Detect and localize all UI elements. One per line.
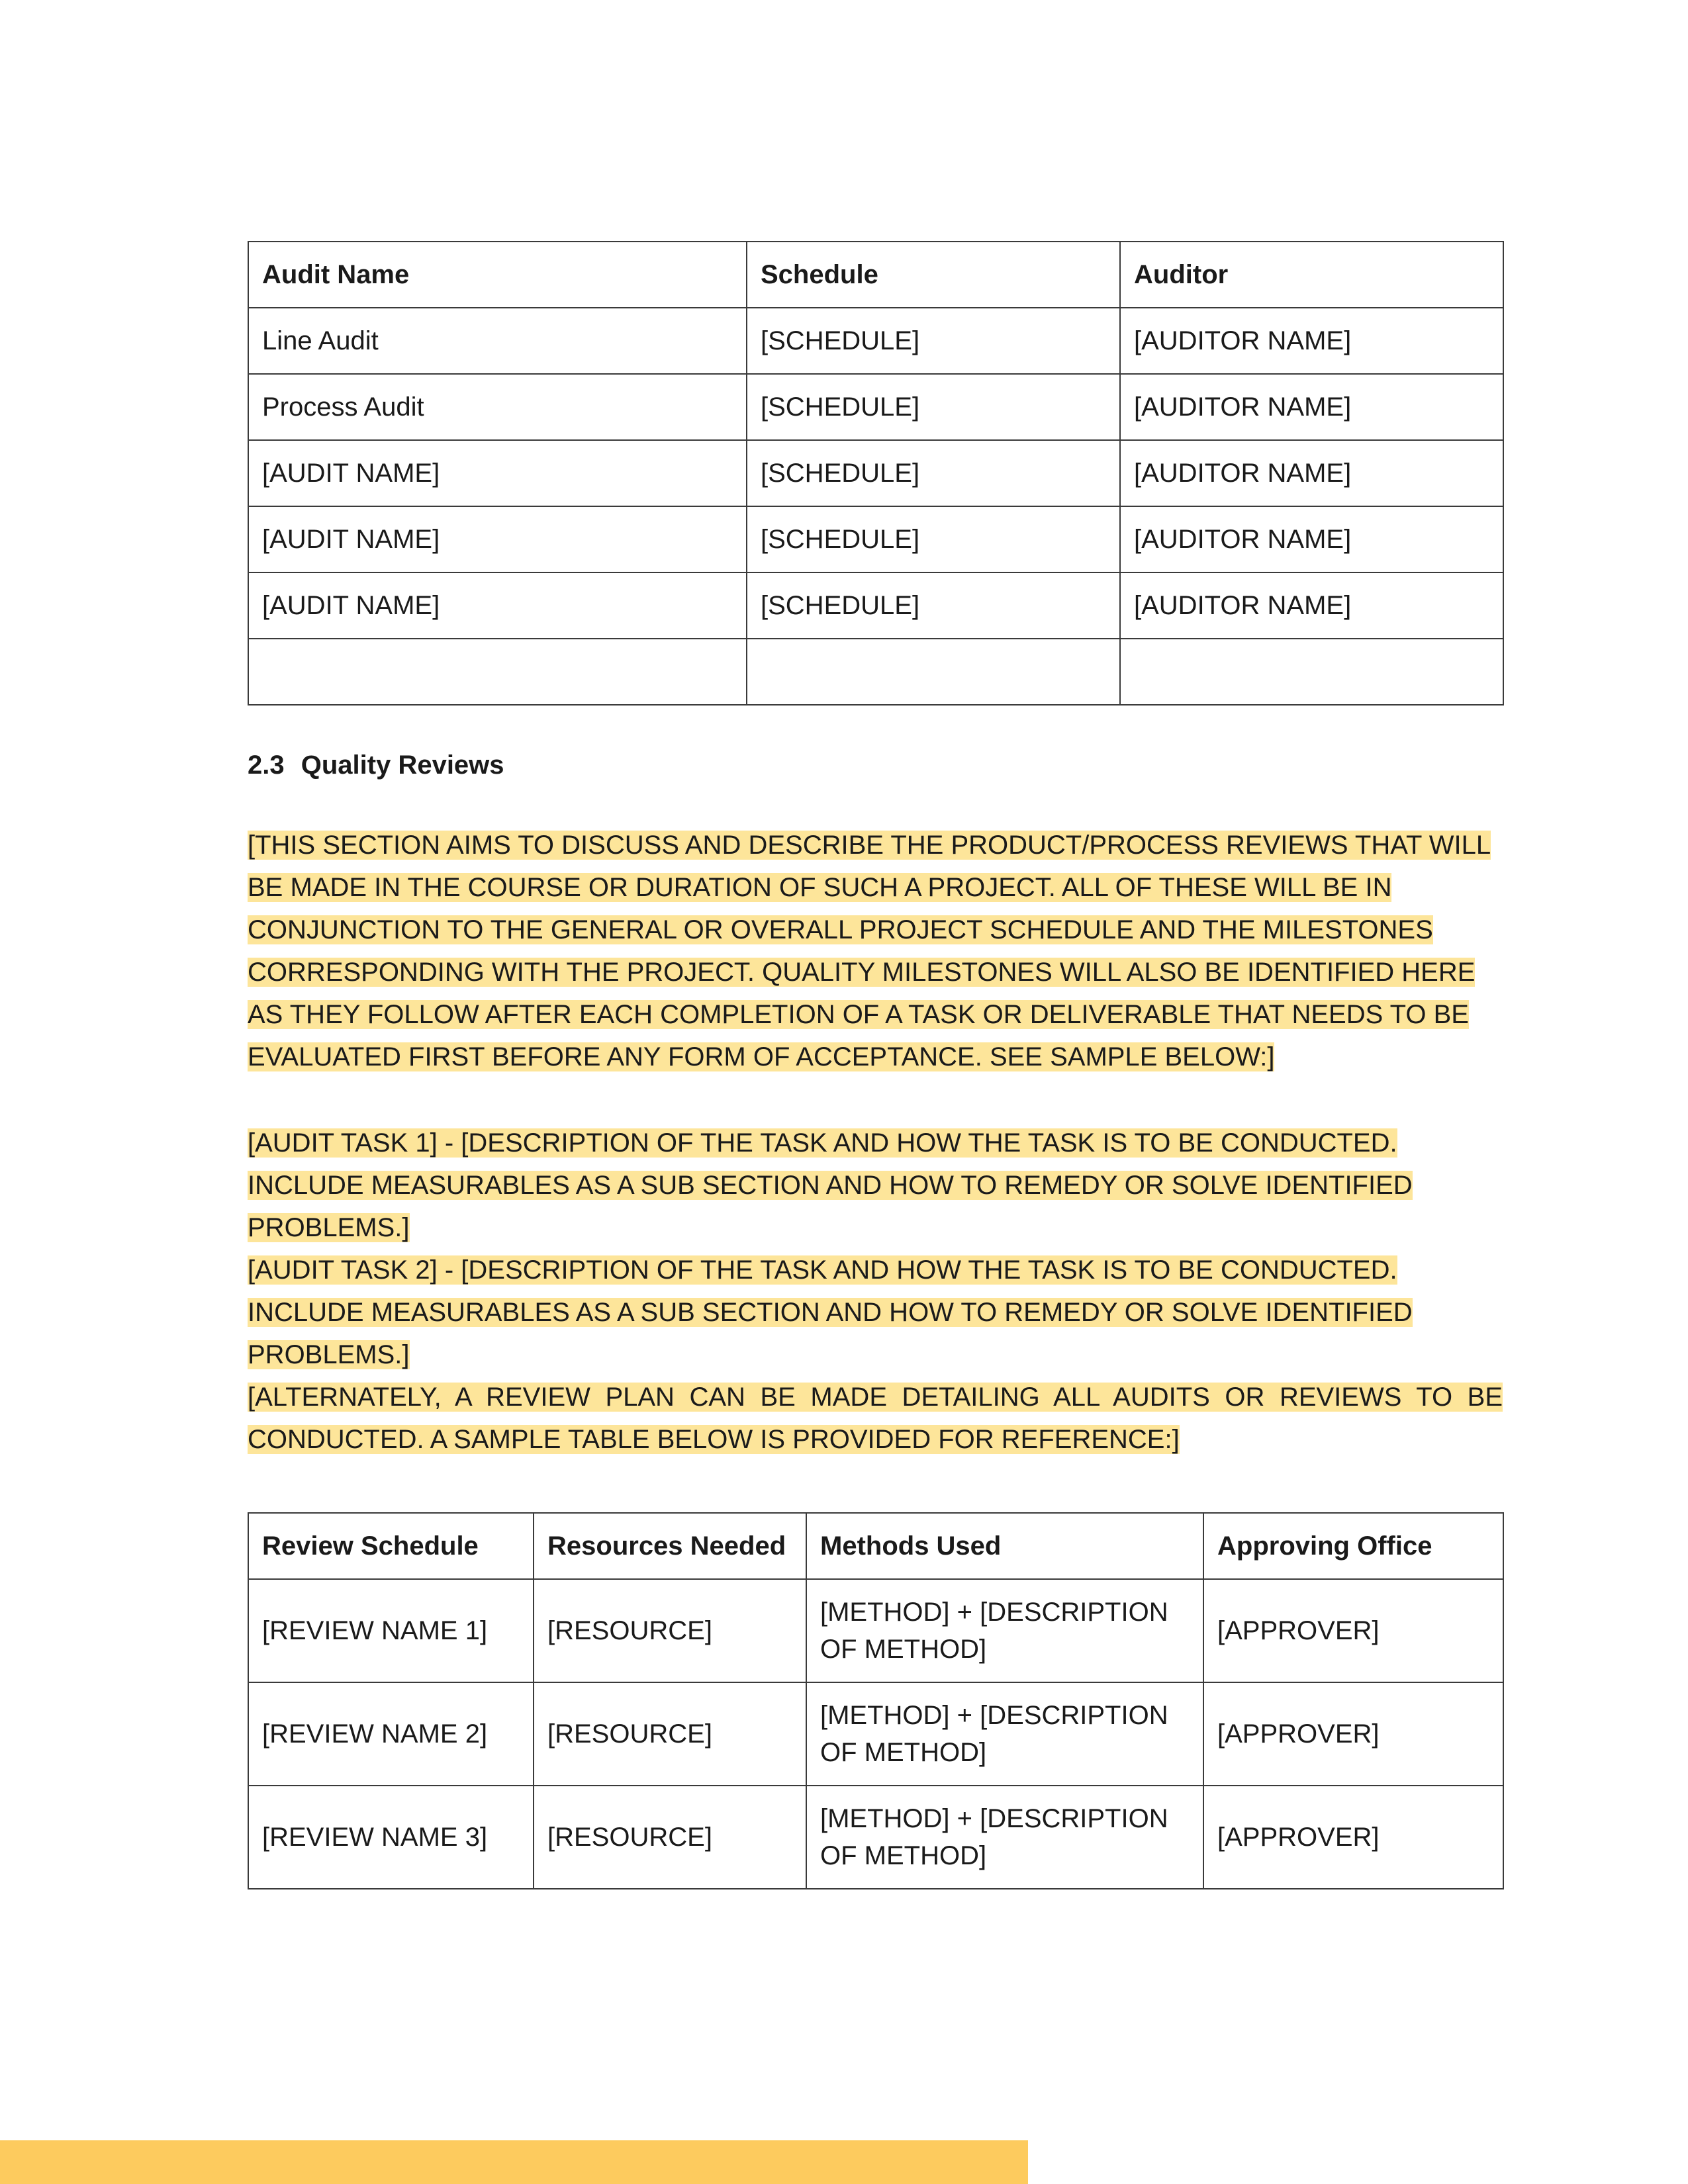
cell-auditor: [AUDITOR NAME] xyxy=(1120,374,1503,440)
cell-review-name: [REVIEW NAME 2] xyxy=(248,1682,534,1786)
alternate-plan-paragraph xyxy=(248,1376,1503,1461)
table-row xyxy=(248,506,1503,572)
table-row xyxy=(248,1579,1503,1682)
cell-audit-name: [AUDIT NAME] xyxy=(248,440,747,506)
footer-accent-bar xyxy=(0,2140,1028,2184)
audit-schedule-table xyxy=(248,241,1504,705)
cell-approver: [APPROVER] xyxy=(1203,1682,1503,1786)
section-heading xyxy=(248,747,504,784)
cell-schedule: [SCHEDULE] xyxy=(747,506,1120,572)
cell-schedule: [SCHEDULE] xyxy=(747,572,1120,639)
cell-approver: [APPROVER] xyxy=(1203,1579,1503,1682)
cell-resource: [RESOURCE] xyxy=(534,1682,806,1786)
cell-audit-name xyxy=(248,639,747,705)
highlighted-text: [ALTERNATELY, A REVIEW PLAN CAN BE MADE DETAILING ALL AUDITS OR REVIEWS TO BE CONDUCTED. A SAMPLE TABLE BELOW IS PROVIDED FOR REFERENCE:] xyxy=(248,1383,1503,1454)
cell-auditor: [AUDITOR NAME] xyxy=(1120,506,1503,572)
cell-auditor xyxy=(1120,639,1503,705)
section-title: Quality Reviews xyxy=(301,751,504,780)
header-review-schedule: Review Schedule xyxy=(248,1513,534,1579)
cell-auditor: [AUDITOR NAME] xyxy=(1120,308,1503,374)
cell-review-name: [REVIEW NAME 1] xyxy=(248,1579,534,1682)
cell-audit-name: Line Audit xyxy=(248,308,747,374)
audit-task-1-paragraph xyxy=(248,1122,1503,1249)
cell-schedule: [SCHEDULE] xyxy=(747,440,1120,506)
table-row xyxy=(248,374,1503,440)
header-methods-used: Methods Used xyxy=(806,1513,1203,1579)
header-auditor: Auditor xyxy=(1120,242,1503,308)
cell-audit-name: Process Audit xyxy=(248,374,747,440)
table-row xyxy=(248,572,1503,639)
cell-resource: [RESOURCE] xyxy=(534,1579,806,1682)
cell-audit-name: [AUDIT NAME] xyxy=(248,572,747,639)
table-header-row xyxy=(248,242,1503,308)
cell-schedule: [SCHEDULE] xyxy=(747,374,1120,440)
cell-auditor: [AUDITOR NAME] xyxy=(1120,572,1503,639)
audit-task-2-paragraph xyxy=(248,1249,1503,1376)
cell-method: [METHOD] + [DESCRIPTION OF METHOD] xyxy=(806,1579,1203,1682)
cell-schedule xyxy=(747,639,1120,705)
cell-schedule: [SCHEDULE] xyxy=(747,308,1120,374)
intro-paragraph xyxy=(248,824,1503,1078)
header-audit-name: Audit Name xyxy=(248,242,747,308)
highlighted-text: [AUDIT TASK 2] - [DESCRIPTION OF THE TASK AND HOW THE TASK IS TO BE CONDUCTED. INCLUDE MEASURABLES AS A SUB SECTION AND HOW TO REMEDY OR SOLVE IDENTIFIED PROBLEMS.] xyxy=(248,1255,1413,1369)
header-approving-office: Approving Office xyxy=(1203,1513,1503,1579)
table-header-row xyxy=(248,1513,1503,1579)
review-plan-table xyxy=(248,1512,1504,1889)
highlighted-text: [THIS SECTION AIMS TO DISCUSS AND DESCRIBE THE PRODUCT/PROCESS REVIEWS THAT WILL BE MADE IN THE COURSE OR DURATION OF SUCH A PROJECT. ALL OF THESE WILL BE IN CONJUNCTION TO THE GENERAL OR OVERALL PROJECT SCHEDULE AND THE MILESTONES CORRESPONDING WITH THE PROJECT. QUALITY MILESTONES WILL ALSO BE IDENTIFIED HERE AS THEY FOLLOW AFTER EACH COMPLETION OF A TASK OR DELIVERABLE THAT NEEDS TO BE EVALUATED FIRST BEFORE ANY FORM OF ACCEPTANCE. SEE SAMPLE BELOW:] xyxy=(248,831,1491,1071)
cell-review-name: [REVIEW NAME 3] xyxy=(248,1786,534,1889)
cell-auditor: [AUDITOR NAME] xyxy=(1120,440,1503,506)
header-resources-needed: Resources Needed xyxy=(534,1513,806,1579)
cell-method: [METHOD] + [DESCRIPTION OF METHOD] xyxy=(806,1786,1203,1889)
cell-audit-name: [AUDIT NAME] xyxy=(248,506,747,572)
highlighted-text: [AUDIT TASK 1] - [DESCRIPTION OF THE TASK AND HOW THE TASK IS TO BE CONDUCTED. INCLUDE MEASURABLES AS A SUB SECTION AND HOW TO REMEDY OR SOLVE IDENTIFIED PROBLEMS.] xyxy=(248,1128,1413,1242)
section-number: 2.3 xyxy=(248,751,285,780)
table-row-empty xyxy=(248,639,1503,705)
cell-approver: [APPROVER] xyxy=(1203,1786,1503,1889)
table-row xyxy=(248,440,1503,506)
table-row xyxy=(248,1786,1503,1889)
header-schedule: Schedule xyxy=(747,242,1120,308)
cell-method: [METHOD] + [DESCRIPTION OF METHOD] xyxy=(806,1682,1203,1786)
table-row xyxy=(248,1682,1503,1786)
cell-resource: [RESOURCE] xyxy=(534,1786,806,1889)
table-row xyxy=(248,308,1503,374)
